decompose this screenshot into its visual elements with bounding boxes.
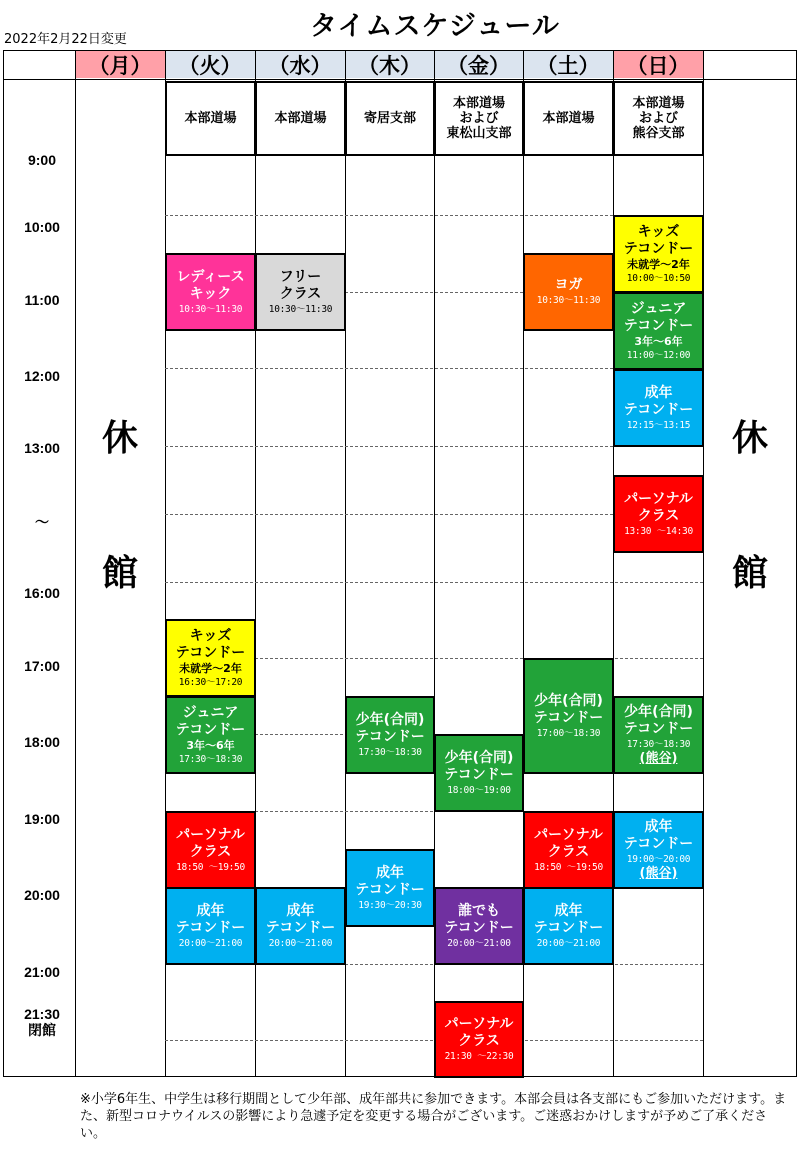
class-block[interactable]	[523, 253, 614, 331]
class-time: 17:00〜18:30	[536, 727, 601, 739]
class-name: 成年 テコンドー	[175, 902, 246, 936]
class-time: 20:00〜21:00	[268, 937, 333, 949]
day-header-4: （金）	[434, 51, 523, 78]
class-block[interactable]	[165, 811, 256, 889]
day-header-2: （水）	[255, 51, 345, 78]
class-grade: 3年〜6年	[186, 738, 235, 752]
time-label: 18:00	[24, 734, 60, 750]
class-block[interactable]	[613, 696, 704, 774]
class-block[interactable]	[523, 811, 614, 889]
day-header-1: （火）	[165, 51, 255, 78]
class-name: ジュニア テコンドー	[175, 704, 246, 738]
class-block[interactable]	[165, 887, 256, 965]
class-time: 13:30 〜14:30	[624, 525, 693, 537]
class-name: 少年(合同) テコンドー	[355, 711, 425, 745]
class-name: 成年 テコンドー	[265, 902, 336, 936]
closed-marker: 休	[101, 418, 138, 459]
class-block[interactable]	[613, 292, 704, 370]
class-name: フリー クラス	[279, 268, 322, 302]
class-time: 19:30〜20:30	[358, 899, 422, 911]
column-divider	[703, 51, 704, 1076]
location-header-5: 本部道場 および 熊谷支部	[613, 81, 704, 156]
time-label: 20:00	[24, 887, 60, 903]
time-label: 17:00	[24, 658, 60, 674]
header-rule	[3, 79, 797, 80]
hour-gridline	[165, 582, 703, 583]
location-header-3: 本部道場 および 東松山支部	[434, 81, 524, 156]
class-block[interactable]	[165, 696, 256, 774]
page-title: タイムスケジュール	[310, 11, 560, 42]
class-block[interactable]	[434, 1001, 524, 1078]
class-name: ヨガ	[554, 277, 583, 293]
class-name: 成年 テコンドー	[623, 818, 694, 852]
class-block[interactable]	[434, 887, 524, 965]
class-block[interactable]	[165, 619, 256, 697]
location-header-0: 本部道場	[165, 81, 256, 156]
header-rule	[3, 50, 797, 51]
class-block[interactable]	[345, 849, 435, 927]
time-label: 21:00	[24, 964, 60, 980]
class-name: パーソナル クラス	[444, 1016, 514, 1049]
class-grade: 未就学〜2年	[627, 257, 690, 271]
time-label: 11:00	[24, 292, 60, 308]
class-time: 10:30〜11:30	[268, 303, 333, 315]
class-time: 16:30〜17:20	[178, 676, 243, 688]
class-grade: 未就学〜2年	[179, 661, 242, 675]
class-time: 20:00〜21:00	[178, 937, 243, 949]
time-label: 21:30 閉館	[24, 1006, 60, 1038]
class-time: 10:00〜10:50	[626, 272, 691, 284]
class-time: 20:00〜21:00	[447, 937, 511, 949]
class-time: 18:00〜19:00	[447, 784, 511, 796]
location-header-2: 寄居支部	[345, 81, 435, 156]
class-block[interactable]	[165, 253, 256, 331]
time-label: 13:00	[24, 440, 60, 456]
class-name: パーソナル クラス	[176, 826, 245, 860]
time-label: 10:00	[24, 219, 60, 235]
day-header-3: （木）	[345, 51, 434, 78]
class-name: 少年(合同) テコンドー	[623, 703, 694, 737]
day-header-5: （土）	[523, 51, 613, 78]
closed-marker: 館	[101, 553, 138, 594]
class-time: 11:00〜12:00	[626, 349, 691, 361]
class-block[interactable]	[613, 475, 704, 553]
class-name: パーソナル クラス	[624, 490, 693, 524]
time-label: 19:00	[24, 811, 60, 827]
class-time: 18:50 〜19:50	[534, 861, 603, 873]
class-block[interactable]	[613, 811, 704, 889]
class-name: パーソナル クラス	[534, 826, 603, 860]
class-name: キッズ テコンドー	[623, 223, 694, 257]
closed-marker: 館	[731, 553, 768, 594]
class-name: キッズ テコンドー	[175, 627, 246, 661]
class-name: ジュニア テコンドー	[623, 300, 694, 334]
location-header-4: 本部道場	[523, 81, 614, 156]
class-block[interactable]	[255, 887, 346, 965]
class-name: 少年(合同) テコンドー	[533, 692, 604, 726]
class-block[interactable]	[255, 253, 346, 331]
class-name: 成年 テコンドー	[533, 902, 604, 936]
time-label: 12:00	[24, 368, 60, 384]
class-branch: (熊谷)	[639, 750, 678, 766]
time-label: 〜	[35, 514, 49, 530]
time-label: 9:00	[27, 152, 57, 168]
class-time: 12:15〜13:15	[626, 419, 691, 431]
class-block[interactable]	[613, 369, 704, 447]
location-header-1: 本部道場	[255, 81, 346, 156]
class-time: 10:30〜11:30	[536, 295, 601, 306]
class-name: 少年(合同) テコンドー	[444, 749, 514, 783]
class-name: 成年 テコンドー	[623, 384, 694, 418]
updated-date: 2022年2月22日変更	[4, 32, 127, 47]
class-time: 17:30〜18:30	[358, 746, 422, 758]
column-divider	[75, 51, 76, 1076]
class-grade: 3年〜6年	[634, 334, 683, 348]
closed-marker: 休	[731, 418, 768, 459]
class-block[interactable]	[345, 696, 435, 774]
class-name: 成年 テコンドー	[355, 864, 425, 898]
class-block[interactable]	[613, 215, 704, 293]
class-time: 20:00〜21:00	[536, 937, 601, 949]
class-time: 17:30〜18:30	[178, 753, 243, 765]
day-header-0: （月）	[75, 51, 165, 78]
class-block[interactable]	[523, 887, 614, 965]
class-block[interactable]	[434, 734, 524, 812]
class-time: 17:30〜18:30	[626, 738, 691, 750]
class-time: 19:00〜20:00	[626, 853, 691, 865]
class-time: 21:30 〜22:30	[444, 1051, 514, 1062]
time-label: 16:00	[24, 585, 60, 601]
footer-note: ※小学6年生、中学生は移行期間として少年部、成年部共に参加できます。本部会員は各支部にもご参加いただけます。また、新型コロナウイルスの影響により急遽予定を変更する場合がございます。ご迷惑おかけしますが予めご了承ください。	[80, 1092, 787, 1141]
class-branch: (熊谷)	[639, 865, 678, 881]
class-block[interactable]	[523, 658, 614, 774]
class-time: 10:30〜11:30	[178, 303, 243, 315]
class-time: 18:50 〜19:50	[176, 861, 245, 873]
class-name: 誰でも テコンドー	[444, 902, 514, 936]
day-header-6: （日）	[613, 51, 703, 78]
class-name: レディース キック	[176, 268, 245, 302]
